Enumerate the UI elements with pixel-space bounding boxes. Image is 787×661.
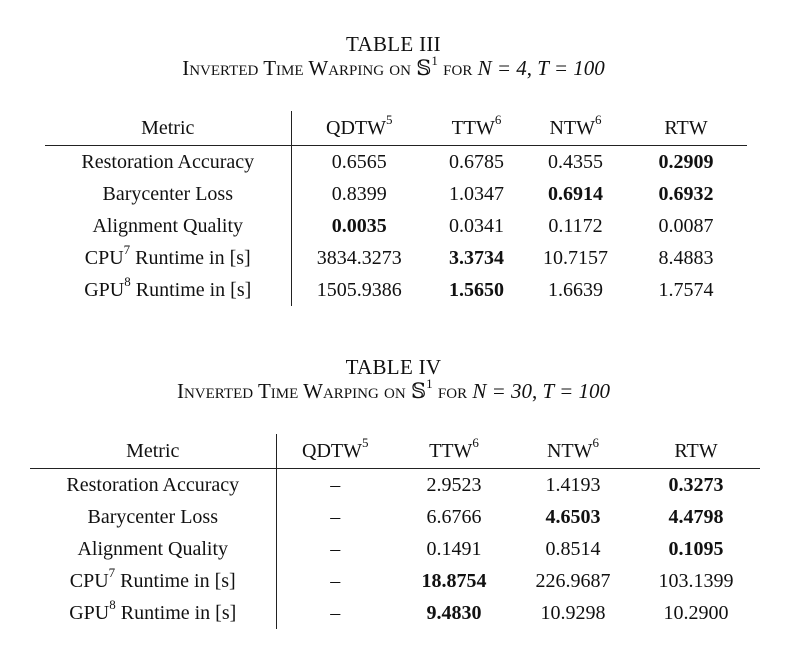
value-cell: 0.6565 [331, 151, 387, 173]
table-header-row [45, 111, 747, 146]
value-cell: 10.9298 [540, 602, 606, 624]
value-cell: 1.4193 [545, 474, 601, 496]
caption-t-expr: T = 100 [537, 56, 605, 80]
caption-manifold: 𝕊 [410, 379, 427, 403]
metric-cell: Alignment Quality [30, 533, 276, 565]
value-cell: 0.6785 [449, 151, 504, 173]
header-rtw: RTW [632, 434, 760, 469]
table-row [45, 242, 747, 274]
caption-comma: , [526, 56, 538, 80]
header-ttw: TTW$^6$ [427, 111, 526, 146]
value-cell: 103.1399 [658, 570, 734, 592]
table-iii-caption [0, 53, 787, 80]
table-row [30, 565, 760, 597]
value-cell: 4.6503 [545, 506, 601, 528]
value-cell: 4.4798 [668, 506, 724, 528]
caption-for: for [437, 56, 478, 80]
metric-cell: GPU$^8$ Runtime in [s] [30, 597, 276, 629]
metric-cell: Barycenter Loss [45, 178, 291, 210]
value-cell: – [330, 602, 341, 624]
value-cell: 0.0035 [331, 215, 387, 237]
value-cell: 1.0347 [449, 183, 504, 205]
table-row [45, 146, 747, 179]
header-ntw: NTW$^6$ [526, 111, 625, 146]
header-rtw: RTW [625, 111, 747, 146]
caption-manifold: 𝕊 [416, 56, 432, 80]
caption-prefix: Inverted Time Warping on [182, 56, 417, 80]
header-ttw: TTW$^6$ [394, 434, 514, 469]
value-cell: 0.0087 [658, 215, 714, 237]
metric-cell: Restoration Accuracy [30, 469, 276, 502]
table-iv-block [0, 355, 787, 403]
table-iii-label: TABLE III [346, 32, 441, 56]
value-cell: – [330, 570, 341, 592]
value-cell: 8.4883 [658, 247, 714, 269]
caption-comma: , [532, 379, 543, 403]
value-cell: 0.4355 [548, 151, 603, 173]
header-metric: Metric [45, 111, 291, 146]
value-cell: – [330, 474, 341, 496]
caption-manifold-sup: 1 [431, 53, 438, 68]
caption-prefix: Inverted Time Warping on [176, 379, 411, 403]
value-cell: 3834.3273 [316, 247, 402, 269]
metric-cell: CPU$^7$ Runtime in [s] [30, 565, 276, 597]
value-cell: 10.7157 [543, 247, 608, 269]
value-cell: 0.1491 [426, 538, 482, 560]
value-cell: 0.0341 [449, 215, 504, 237]
value-cell: 1505.9386 [316, 279, 402, 301]
table-iv-label: TABLE IV [345, 355, 442, 379]
value-cell: 1.6639 [548, 279, 603, 301]
metric-cell: Restoration Accuracy [45, 146, 291, 179]
table-row [30, 597, 760, 629]
value-cell: 1.5650 [449, 279, 504, 301]
table-row [45, 274, 747, 306]
header-ntw: NTW$^6$ [514, 434, 632, 469]
value-cell: 226.9687 [535, 570, 611, 592]
value-cell: 1.7574 [658, 279, 714, 301]
value-cell: 0.6932 [658, 183, 714, 205]
value-cell: 0.2909 [658, 151, 714, 173]
value-cell: – [330, 506, 341, 528]
table-row [30, 469, 760, 502]
value-cell: 0.8514 [545, 538, 601, 560]
table-row [30, 501, 760, 533]
header-qdtw: QDTW$^5$ [276, 434, 394, 469]
caption-t-expr: T = 100 [542, 379, 610, 403]
caption-for: for [432, 379, 473, 403]
value-cell: 10.2900 [663, 602, 729, 624]
value-cell: 0.1172 [548, 215, 603, 237]
metric-cell: Barycenter Loss [30, 501, 276, 533]
value-cell: 0.1095 [668, 538, 724, 560]
value-cell: 0.3273 [668, 474, 724, 496]
table-iii [45, 111, 747, 306]
metric-cell: CPU$^7$ Runtime in [s] [45, 242, 291, 274]
value-cell: 9.4830 [426, 602, 482, 624]
caption-manifold-sup: 1 [426, 376, 433, 391]
table-iv-caption [0, 376, 787, 403]
value-cell: 0.6914 [548, 183, 603, 205]
header-qdtw: QDTW$^5$ [291, 111, 427, 146]
metric-cell: GPU$^8$ Runtime in [s] [45, 274, 291, 306]
value-cell: 18.8754 [421, 570, 487, 592]
table-iv [30, 434, 760, 629]
table-iii-block [0, 32, 787, 80]
value-cell: 6.6766 [426, 506, 482, 528]
value-cell: 3.3734 [449, 247, 504, 269]
header-metric: Metric [30, 434, 276, 469]
table-row [45, 178, 747, 210]
caption-n-expr: N = 30 [472, 379, 533, 403]
table-header-row [30, 434, 760, 469]
table-row [45, 210, 747, 242]
value-cell: 2.9523 [426, 474, 482, 496]
value-cell: 0.8399 [331, 183, 387, 205]
caption-n-expr: N = 4 [477, 56, 527, 80]
metric-cell: Alignment Quality [45, 210, 291, 242]
value-cell: – [330, 538, 341, 560]
table-row [30, 533, 760, 565]
